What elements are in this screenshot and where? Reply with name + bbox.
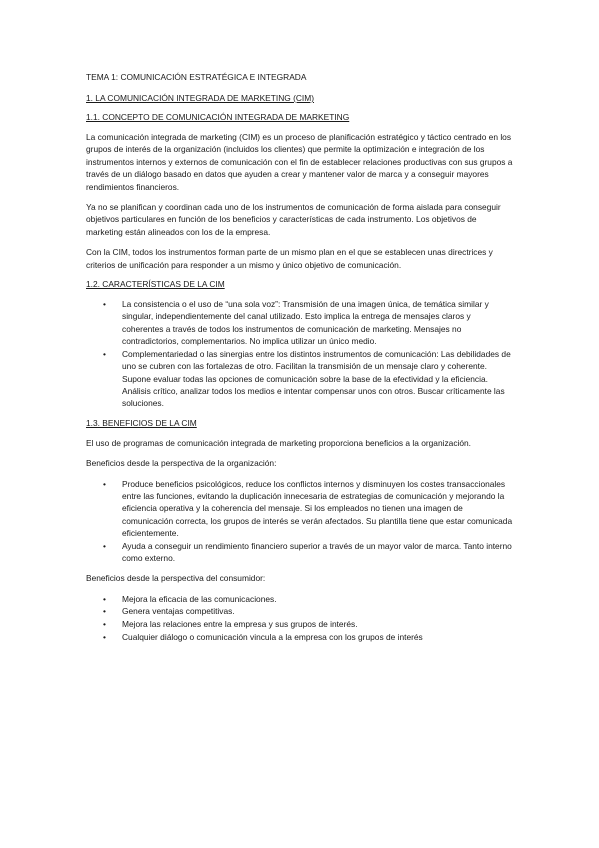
list-item xyxy=(103,605,513,618)
list-item xyxy=(103,593,513,606)
paragraph-planning: Ya no se planifican y coordinan cada uno de los instrumentos de comunicación de forma aislada para conseguir objetivos particulares en función de los beneficios y características de cada instrumento. Los objetivos de marketing están alineados con los de la empresa. xyxy=(86,202,501,237)
paragraph-org-benefits-heading: Beneficios desde la perspectiva de la organización: xyxy=(86,458,277,469)
list-item xyxy=(103,540,513,565)
paragraph-consumer-benefits-heading: Beneficios desde la perspectiva del consumidor: xyxy=(86,573,266,584)
section-1-2-heading: 1.2. CARACTERÍSTICAS DE LA CIM xyxy=(86,279,225,290)
bullet-icon: • xyxy=(103,478,106,489)
list-item-text: Complementariedad o las sinergias entre los distintos instrumentos de comunicación: Las debilidades de uno se cubren con las fortalezas de otro. Facilitan la transmisión de un mensaje claro y coherente. Supone evaluar todas las opciones de comunicación sobre la base de la efectividad y la eficiencia. Análisis crítico, analizar todos los medios e intentar compensar unos con otros. Buscar críticamente las soluciones. xyxy=(122,348,511,409)
list-item-text: Mejora las relaciones entre la empresa y sus grupos de interés. xyxy=(122,618,358,629)
org-benefits-list xyxy=(86,478,513,565)
list-item xyxy=(103,478,513,540)
paragraph-cim-definition: La comunicación integrada de marketing (CIM) es un proceso de planificación estratégico y táctico centrado en los grupos de interés de la organización (incluidos los clientes) que permite la optimización e integración de los instrumentos internos y externos de comunicación con el fin de establecer relaciones productivas con sus grupos a través de un diálogo basado en datos que ayuden a crear y mantener valor de marca y a conseguir mayores rendimientos financieros. xyxy=(86,132,513,192)
section-1-3-heading: 1.3. BENEFICIOS DE LA CIM xyxy=(86,417,197,428)
bullet-icon: • xyxy=(103,606,106,617)
list-item xyxy=(103,298,513,348)
section-1-heading: 1. LA COMUNICACIÓN INTEGRADA DE MARKETING (CIM) xyxy=(86,93,315,103)
consumer-benefits-list xyxy=(86,593,513,643)
bullet-icon: • xyxy=(103,299,106,310)
characteristics-list xyxy=(86,298,513,410)
paragraph-benefits-intro: El uso de programas de comunicación integrada de marketing proporciona beneficios a la organización. xyxy=(86,437,472,448)
bullet-icon: • xyxy=(103,348,106,359)
section-1-1-heading: 1.1. CONCEPTO DE COMUNICACIÓN INTEGRADA DE MARKETING xyxy=(86,112,350,122)
list-item-text: Genera ventajas competitivas. xyxy=(122,606,235,617)
list-item xyxy=(103,618,513,631)
document-title: TEMA 1: COMUNICACIÓN ESTRATÉGICA E INTEGRADA xyxy=(86,72,307,82)
list-item-text: Mejora la eficacia de las comunicaciones. xyxy=(122,593,277,604)
paragraph-unified-plan: Con la CIM, todos los instrumentos forman parte de un mismo plan en el que se establecen unas directrices y criterios de unificación para responder a un mismo y único objetivo de comunicación. xyxy=(86,247,493,270)
bullet-icon: • xyxy=(103,631,106,642)
list-item-text: La consistencia o el uso de “una sola voz”: Transmisión de una imagen única, de temática similar y singular, independientemente del canal utilizado. Esto implica la entrega de mensajes claros y coherentes a través de todos los instrumentos de comunicación de marketing. Mensajes no contradictorios, complementarios. No implica utilizar un único medio. xyxy=(122,299,489,347)
list-item-text: Produce beneficios psicológicos, reduce los conflictos internos y disminuyen los costes transaccionales entre las funciones, evitando la duplicación innecesaria de estrategias de comunicación y mejorando la eficiencia operativa y la coherencia del mensaje. Si los empleados no tienen una imagen de comunicación correcta, los grupos de interés se verán afectados. Su plantilla tiene que estar comunicada eficientemente. xyxy=(122,478,513,539)
list-item-text: Cualquier diálogo o comunicación vincula a la empresa con los grupos de interés xyxy=(122,631,423,642)
list-item xyxy=(103,631,513,644)
list-item xyxy=(103,348,513,410)
bullet-icon: • xyxy=(103,540,106,551)
bullet-icon: • xyxy=(103,618,106,629)
list-item-text: Ayuda a conseguir un rendimiento financiero superior a través de un mayor valor de marca. Tanto interno como externo. xyxy=(122,540,512,563)
bullet-icon: • xyxy=(103,593,106,604)
